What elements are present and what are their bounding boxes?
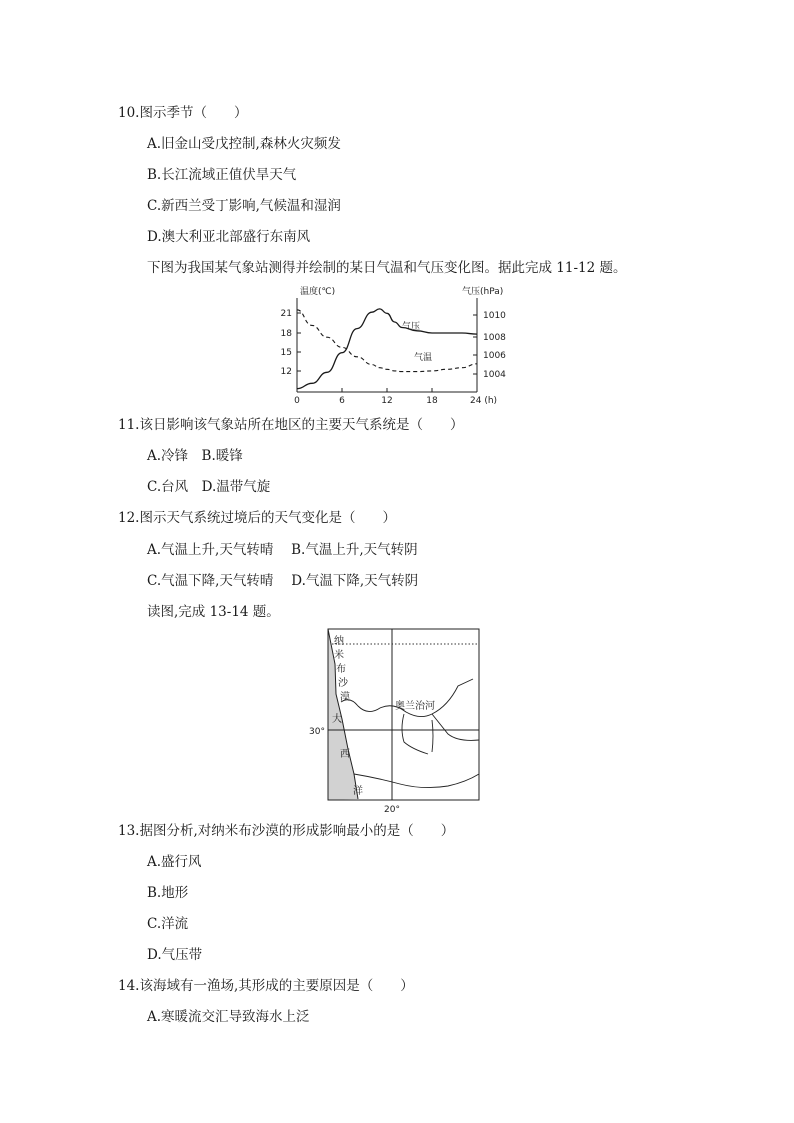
- x-tick-18: 18: [426, 396, 438, 404]
- q13-option-d: D.气压带: [147, 947, 203, 963]
- q13-option-c: C.洋流: [147, 916, 189, 932]
- q11-stem: 11.该日影响该气象站所在地区的主要天气系统是（ ）: [118, 417, 464, 433]
- right-tick-1008: 1008: [483, 333, 506, 343]
- q13-option-b: B.地形: [147, 885, 189, 901]
- q14-option-a: A.寒暖流交汇导致海水上泛: [147, 1009, 310, 1025]
- q13-option-a: A.盛行风: [147, 854, 202, 870]
- longitude-label: 20°: [384, 805, 400, 815]
- left-tick-21: 21: [280, 309, 292, 319]
- q10-option-d: D.澳大利亚北部盛行东南风: [147, 229, 311, 245]
- left-tick-12: 12: [280, 367, 292, 377]
- series-pressure-line: [297, 309, 477, 389]
- left-tick-18: 18: [280, 329, 292, 339]
- intro-11-12: 下图为我国某气象站测得并绘制的某日气温和气压变化图。据此完成 11-12 题。: [147, 260, 627, 276]
- q10-stem: 10.图示季节（ ）: [118, 105, 248, 121]
- series-label-temperature: 气温: [414, 353, 433, 363]
- x-tick-12: 12: [381, 396, 393, 404]
- desert-label-2: 米: [334, 650, 344, 661]
- q10-option-b: B.长江流域正值伏旱天气: [147, 167, 297, 183]
- q11-options-row1: A.冷锋 B.暖锋: [147, 448, 243, 464]
- river-tributary: [432, 714, 479, 740]
- left-axis-label: 温度(℃): [300, 287, 336, 297]
- namib-map: [308, 624, 483, 816]
- right-tick-1004: 1004: [483, 370, 506, 380]
- x-tick-24: 24 (h): [470, 396, 498, 404]
- right-axis-label: 气压(hPa): [462, 287, 504, 297]
- series-label-pressure: 气压: [402, 322, 421, 332]
- desert-label-3: 布: [336, 664, 346, 675]
- q10-option-c: C.新西兰受丁影响,气候温和湿润: [147, 198, 341, 214]
- ocean-label-1: 大: [332, 714, 342, 725]
- q12-options-row1: A.气温上升,天气转晴 B.气温上升,天气转阴: [147, 542, 418, 558]
- river-label: 奥兰治河: [395, 701, 435, 712]
- x-tick-6: 6: [339, 396, 345, 404]
- boundary-line-1: [402, 714, 428, 754]
- q11-options-row2: C.台风 D.温带气旋: [147, 479, 271, 495]
- boundary-line-2: [432, 720, 433, 752]
- right-tick-1010: 1010: [483, 311, 506, 321]
- weather-chart: [262, 282, 517, 404]
- q10-option-a: A.旧金山受戊控制,森林火灾频发: [147, 136, 341, 152]
- q12-options-row2: C.气温下降,天气转晴 D.气温下降,天气转阴: [147, 573, 419, 589]
- q13-stem: 13.据图分析,对纳米布沙漠的形成影响最小的是（ ）: [118, 823, 455, 839]
- x-tick-0: 0: [294, 396, 300, 404]
- q14-stem: 14.该海域有一渔场,其形成的主要原因是（ ）: [118, 978, 414, 994]
- series-temperature-line: [297, 310, 477, 372]
- ocean-label-3: 洋: [353, 786, 363, 797]
- intro-13-14: 读图,完成 13-14 题。: [147, 604, 280, 620]
- south-coast: [354, 774, 479, 788]
- q12-stem: 12.图示天气系统过境后的天气变化是（ ）: [118, 510, 396, 526]
- latitude-label: 30°: [309, 727, 325, 737]
- desert-label-4: 沙: [338, 678, 348, 689]
- left-tick-15: 15: [280, 348, 292, 358]
- desert-label-1: 纳: [334, 636, 344, 647]
- right-tick-1006: 1006: [483, 351, 506, 361]
- desert-label-5: 漠: [340, 692, 350, 703]
- ocean-label-2: 西: [340, 749, 350, 760]
